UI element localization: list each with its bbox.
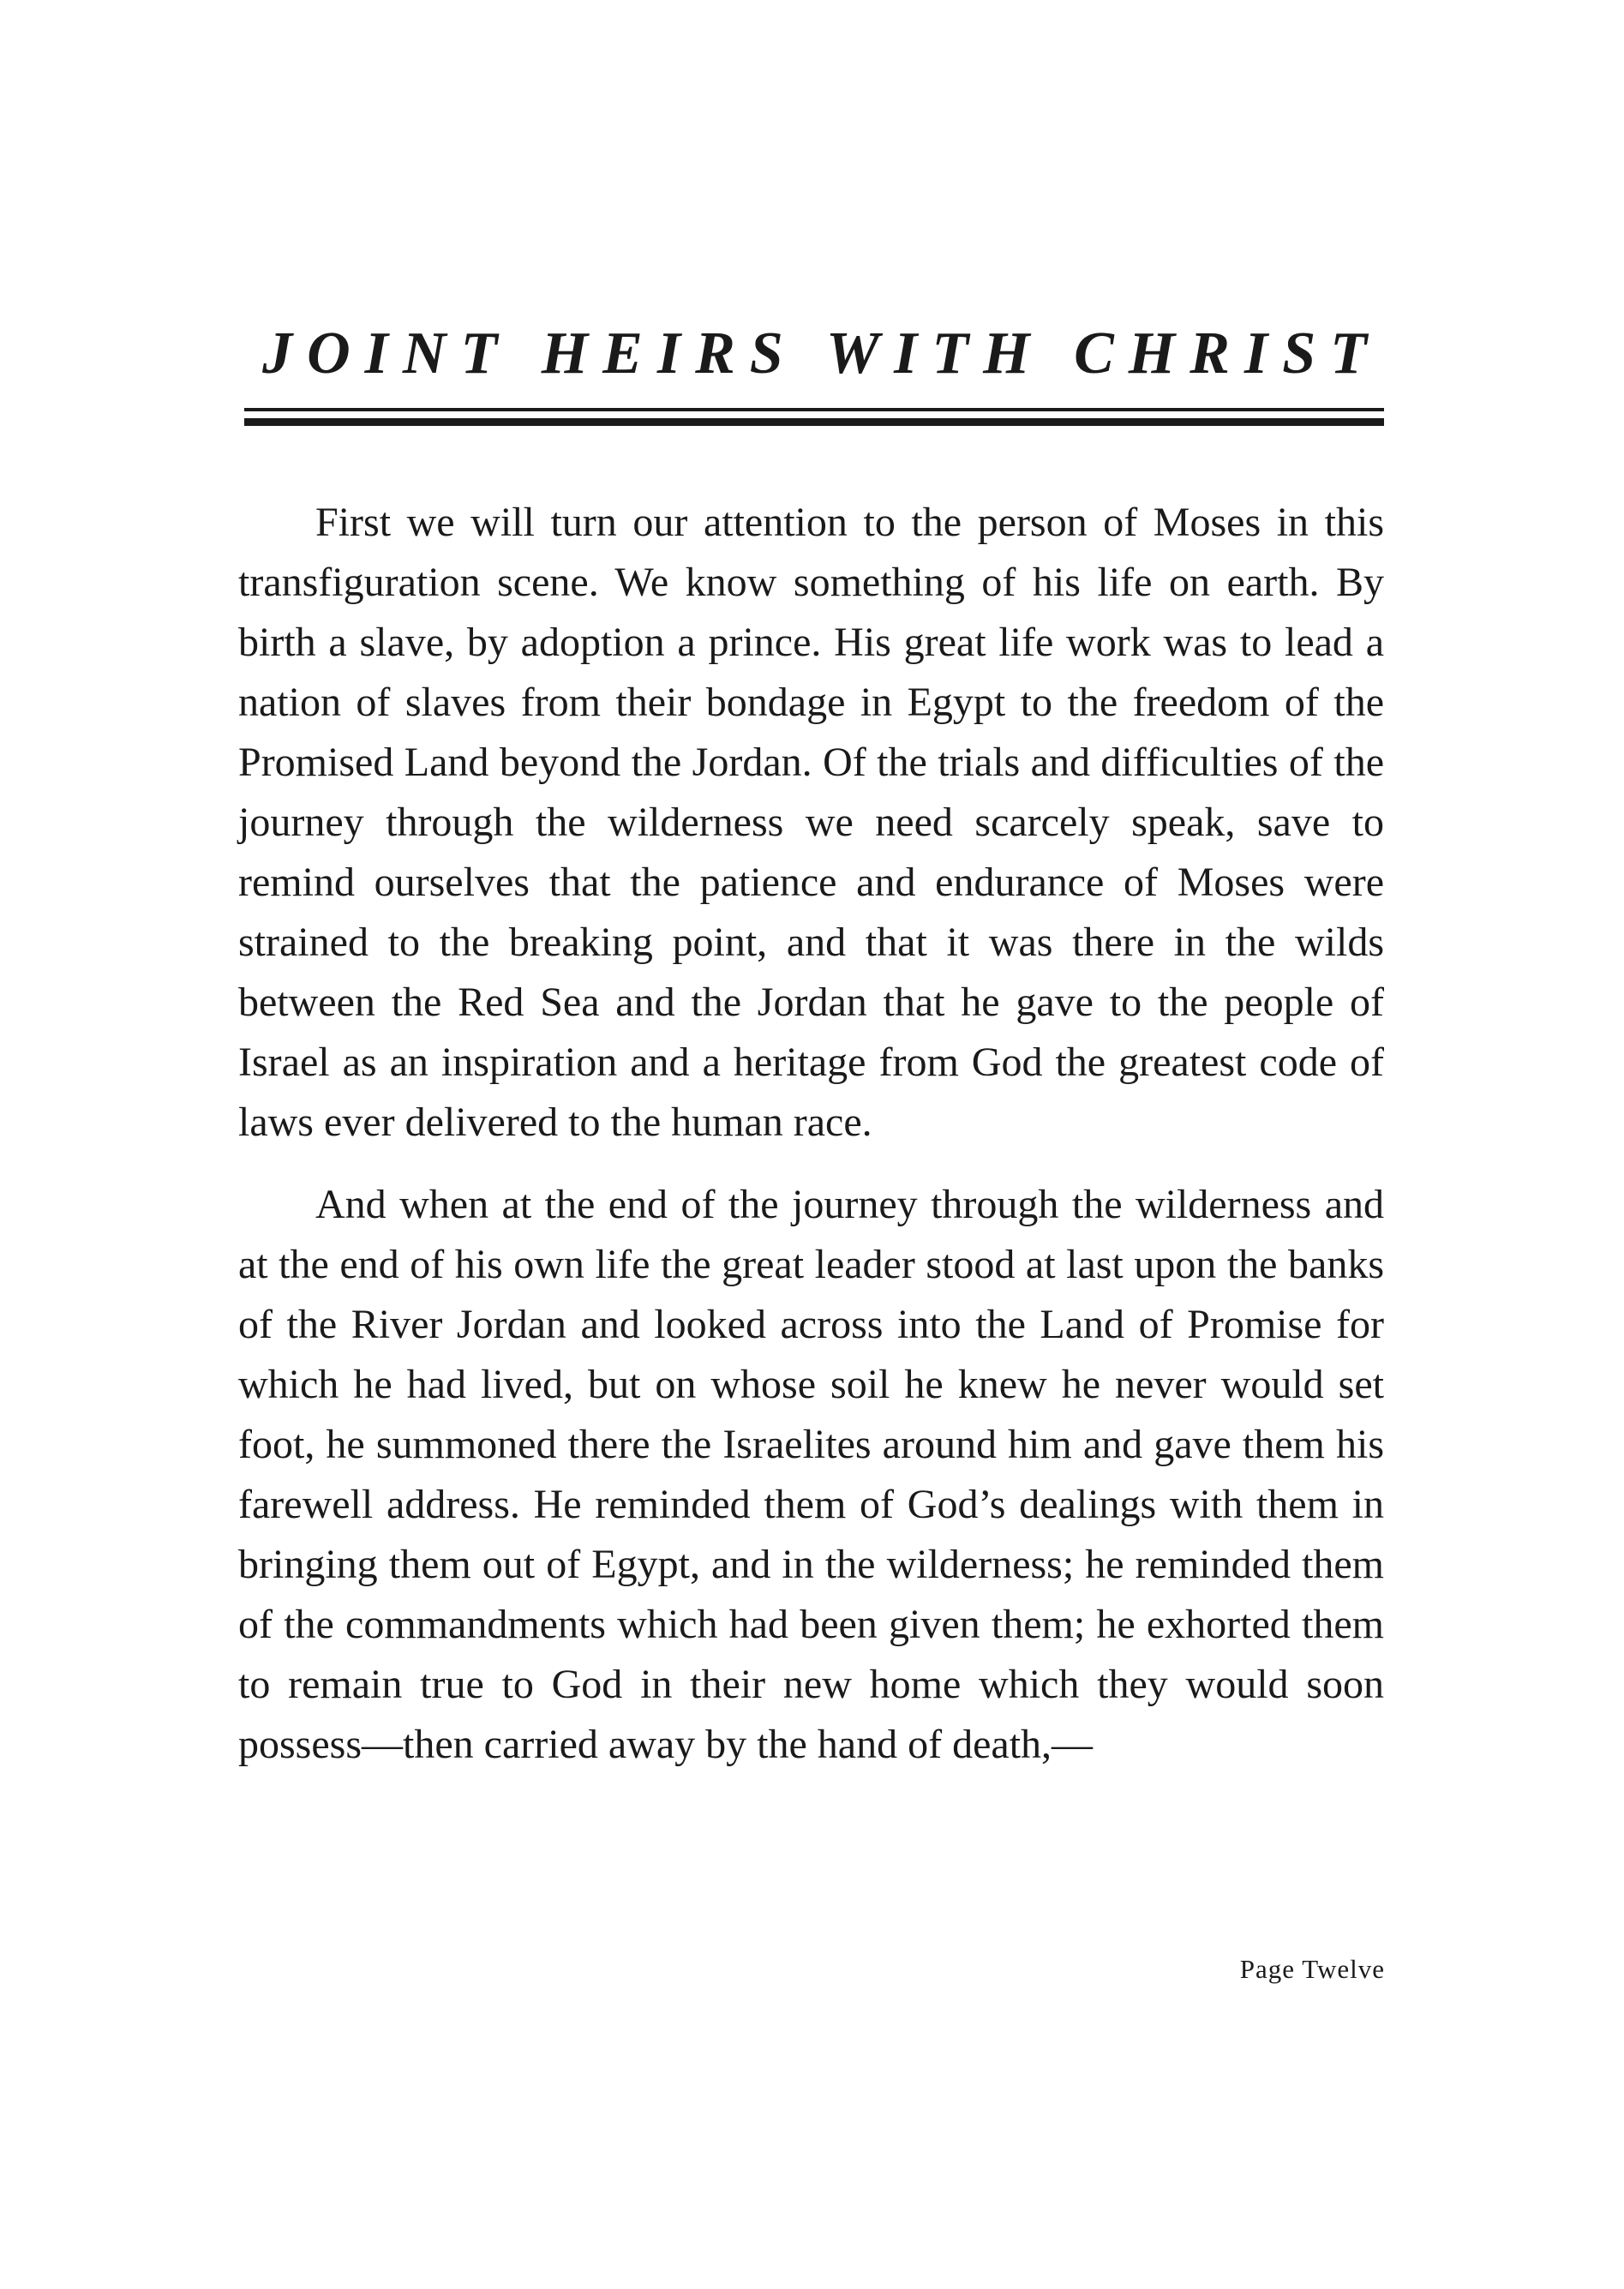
header-rule-thin <box>244 408 1384 411</box>
page-header <box>244 321 1384 426</box>
body-text <box>238 493 1384 1775</box>
header-rule-thick <box>244 418 1384 426</box>
page-number: Page Twelve <box>1239 1954 1385 1984</box>
paragraph-1: First we will turn our attention to the person of Moses in this transfiguration scene. We know something of his life on earth. By birth a slave, by adoption a prince. His great life work was to lead a nation of slaves from their bondage in Egypt to the freedom of the Promised Land beyond the Jordan. Of the trials and difficulties of the journey through the wilderness we need scarcely speak, save to remind ourselves that the patience and endurance of Moses were strained to the breaking point, and that it was there in the wilds between the Red Sea and the Jordan that he gave to the people of Israel as an inspiration and a heritage from God the greatest code of laws ever delivered to the human race. <box>238 500 1384 1145</box>
running-title: JOINT HEIRS WITH CHRIST <box>262 321 1381 386</box>
paragraph-2: And when at the end of the journey through the wilderness and at the end of his own life the great leader stood at last upon the banks of the River Jordan and looked across into the Land of Promise for which he had lived, but on whose soil he knew he never would set foot, he summoned there the Israelites around him and gave them his farewell address. He reminded them of God’s dealings with them in bringing them out of Egypt, and in the wilderness; he reminded them of the commandments which had been given them; he exhorted them to remain true to God in their new home which they would soon possess—then carried away by the hand of death,— <box>238 1182 1384 1767</box>
